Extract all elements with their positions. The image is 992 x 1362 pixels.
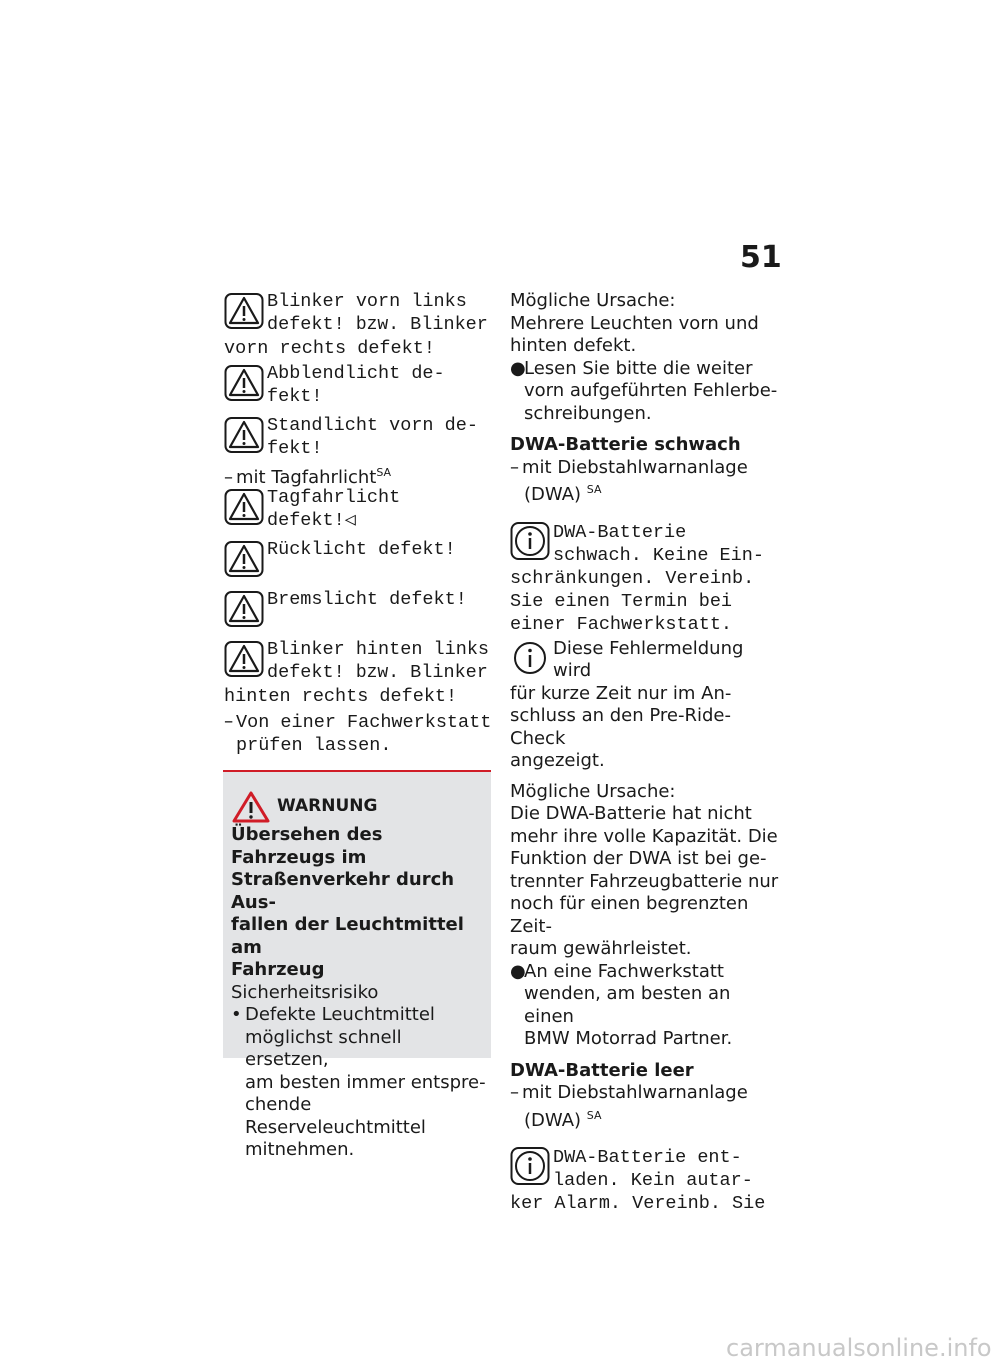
warning-heading: Straßenverkehr durch Aus- xyxy=(231,869,455,913)
remedy-text: schreibungen. xyxy=(524,402,652,424)
instruction-fachwerkstatt: – Von einer Fachwerkstatt prüfen lassen. xyxy=(224,710,496,757)
page-number: 51 xyxy=(740,240,782,275)
warning-triangle-icon xyxy=(224,638,264,678)
warning-bullet-text: möglichst schnell ersetzen, xyxy=(245,1026,402,1070)
note-text: Diese Fehlermeldung wird xyxy=(553,637,744,681)
info-message-leer xyxy=(510,1146,782,1215)
warning-triangle-icon xyxy=(224,290,264,330)
watermark: carmanualsonline.info xyxy=(726,1334,992,1362)
connector-text: bzw. xyxy=(355,315,400,335)
note-text: angezeigt. xyxy=(510,750,605,771)
triangle-left-icon: ◁ xyxy=(344,510,356,531)
message-text: Blinker vorn links xyxy=(267,291,467,312)
condition-text: mit Tagfahrlicht xyxy=(236,467,377,488)
sa-marker: SA xyxy=(586,1108,602,1122)
message-text: fekt! xyxy=(267,386,323,407)
message-text: ker Alarm. Vereinb. Sie xyxy=(510,1193,766,1214)
warning-heading: Übersehen des Fahrzeugs im xyxy=(231,824,383,868)
condition-tagfahrlicht: – mit Tagfahrlicht$^{SA}$ xyxy=(224,466,392,488)
message-text: Bremslicht defekt! xyxy=(267,589,467,610)
instruction-text: Von einer Fachwerkstatt xyxy=(236,712,492,733)
cause-text: Die DWA-Batterie hat nicht xyxy=(510,803,752,824)
message-ruecklicht xyxy=(224,538,496,578)
instruction-text: prüfen lassen. xyxy=(236,735,392,756)
warning-triangle-icon xyxy=(224,538,264,578)
section-heading: DWA-Batterie schwach xyxy=(510,434,741,455)
cause-text: raum gewährleistet. xyxy=(510,938,692,959)
remedy-text: BMW Motorrad Partner. xyxy=(524,1028,733,1049)
note-text: für kurze Zeit nur im An- xyxy=(510,682,732,704)
message-text: laden. Kein autar- xyxy=(553,1170,753,1191)
message-text: Blinker hinten links xyxy=(267,639,490,660)
message-text: Sie einen Termin bei xyxy=(510,590,733,612)
right-column: Mögliche Ursache: Mehrere Leuchten vorn und hinten defekt. ●Lesen Sie bitte die weiter vorn aufgeführten Fehlerbe- schreibungen. DWA-Batterie schwach – mit Diebstahlwarnanlage (DWA) $^{SA}$ DWA-Batterie schwach. Keine Ein- schränkungen. Vereinb. Sie einen Termin bei einer Fachwerkstatt. Diese Fehlermeldung wird für kurze Zeit nur im An- schluss an den Pre-Ride-Check angezeigt. Mögliche Ursache: Die DWA-Batterie hat nicht mehr ihre volle Kapazität. Die Funktion der DWA ist bei ge- trennter Fahrzeugbatterie nur noch für einen begrenzten Zeit- raum gewährleistet. ●An eine Fachwerkstatt wenden, am besten an einen BMW Motorrad Partner. DWA-Batterie leer – mit Diebstahlwarnanlage (DWA) $^{SA}$ DWA-Batterie ent- laden. Kein autar- ker Alarm. Vereinb. Sie xyxy=(510,290,782,1215)
message-text: defekt! xyxy=(267,510,345,531)
message-text: schränkungen. Vereinb. xyxy=(510,567,755,589)
message-standlicht xyxy=(224,414,496,460)
warning-triangle-icon xyxy=(224,486,264,526)
message-text: Rücklicht defekt! xyxy=(267,539,456,560)
message-text: schwach. Keine Ein- xyxy=(553,544,764,566)
message-tagfahrlicht xyxy=(224,486,496,532)
warning-triangle-icon xyxy=(224,362,264,402)
warning-heading: Fahrzeug xyxy=(231,959,325,980)
message-text: defekt! xyxy=(267,314,345,335)
warning-title: WARNUNG xyxy=(277,796,378,816)
warning-bullet-text: am besten immer entspre- xyxy=(245,1071,486,1093)
note-text: schluss an den Pre-Ride-Check xyxy=(510,705,731,749)
warning-triangle-icon xyxy=(224,414,264,454)
condition-text: mit Diebstahlwarnanlage xyxy=(522,456,748,478)
message-abblendlicht xyxy=(224,362,496,408)
warning-header xyxy=(231,790,378,828)
message-text: Abblendlicht de- xyxy=(267,363,445,384)
cause-label: Mögliche Ursache: xyxy=(510,780,676,802)
section-heading: DWA-Batterie leer xyxy=(510,1059,694,1081)
warning-bullet-text: mitnehmen. xyxy=(245,1139,355,1160)
cause-label: Mögliche Ursache: xyxy=(510,290,676,311)
warning-bullet-text: Defekte Leuchtmittel xyxy=(245,1004,435,1025)
info-icon xyxy=(510,521,550,561)
condition-text: (DWA) xyxy=(524,484,582,505)
sa-marker: SA xyxy=(376,466,392,479)
condition-text: mit Diebstahlwarnanlage xyxy=(522,1082,748,1103)
cause-text: trennter Fahrzeugbatterie nur xyxy=(510,870,779,892)
info-icon xyxy=(510,1146,550,1186)
cause-text: Funktion der DWA ist bei ge- xyxy=(510,848,767,869)
message-text: defekt! xyxy=(267,662,345,683)
message-text: DWA-Batterie xyxy=(553,521,687,543)
warning-bullet-text: chende Reserveleuchtmittel xyxy=(245,1094,426,1138)
remedy-text: wenden, am besten an einen xyxy=(524,983,731,1027)
sa-marker: SA xyxy=(586,483,602,496)
message-text: einer Fachwerkstatt. xyxy=(510,613,733,635)
message-bremslicht xyxy=(224,588,496,628)
warning-body: Übersehen des Fahrzeugs im Straßenverkehr durch Aus- fallen der Leuchtmittel am Fahrzeug Sicherheitsrisiko • Defekte Leuchtmittel möglichst schnell ersetzen, am besten immer entspre- chende Reserveleuchtmittel mitnehmen. xyxy=(231,824,486,1160)
cause-text: Mehrere Leuchten vorn und xyxy=(510,312,759,334)
remedy-text: Lesen Sie bitte die weiter xyxy=(524,357,753,379)
message-text: fekt! xyxy=(267,438,323,459)
cause-text: noch für einen begrenzten Zeit- xyxy=(510,893,749,937)
message-text: DWA-Batterie ent- xyxy=(553,1147,742,1168)
message-text: Blinker xyxy=(410,314,488,335)
message-text: vorn rechts defekt! xyxy=(224,337,435,359)
remedy-text: vorn aufgeführten Fehlerbe- xyxy=(524,380,778,401)
warning-triangle-icon xyxy=(224,588,264,628)
condition-text: (DWA) xyxy=(524,1109,582,1131)
warning-heading: fallen der Leuchtmittel am xyxy=(231,914,464,958)
warning-box xyxy=(223,770,491,1160)
message-text: Tagfahrlicht xyxy=(267,487,401,508)
message-text: Standlicht vorn de- xyxy=(267,415,478,436)
message-text: hinten rechts defekt! xyxy=(224,685,458,707)
cause-text: hinten defekt. xyxy=(510,335,637,356)
message-blinker-vorn xyxy=(224,290,496,360)
message-blinker-hinten xyxy=(224,638,496,708)
message-text: Blinker xyxy=(410,662,488,683)
connector-text: bzw. xyxy=(355,663,400,683)
info-note xyxy=(510,638,782,773)
warning-risk: Sicherheitsrisiko xyxy=(231,981,379,1003)
remedy-text: An eine Fachwerkstatt xyxy=(524,960,724,982)
warning-red-triangle-icon xyxy=(231,790,271,824)
info-icon xyxy=(510,638,550,678)
cause-text: mehr ihre volle Kapazität. Die xyxy=(510,825,778,847)
info-message-schwach xyxy=(510,521,782,636)
